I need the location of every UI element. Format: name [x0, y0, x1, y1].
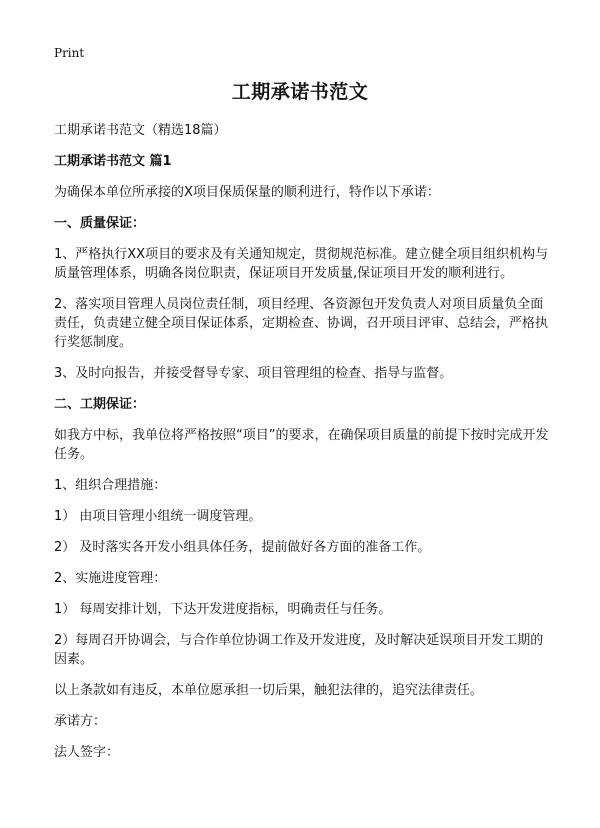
intro-paragraph: 为确保本单位所承接的X项目保质保量的顺利进行，特作以下承诺：	[54, 185, 440, 200]
progress-item-2: 2）每周召开协调会，与合作单位协调工作及开发进度，及时解决延误项目开发工期的因素。	[54, 633, 544, 667]
quality-item-1: 1、严格执行XX项目的要求及有关通知规定，贯彻规范标准。建立健全项目组织机构与质量管理体系，明确各岗位职责，保证项目开发质量,保证项目开发的顺利进行。	[54, 247, 549, 281]
progress-item-1: 1） 每周安排计划，下达开发进度指标，明确责任与任务。	[54, 602, 392, 617]
quality-heading: 一、质量保证：	[54, 216, 146, 231]
organization-item-2: 2） 及时落实各开发小组具体任务，提前做好各方面的准备工作。	[54, 540, 431, 555]
organization-item-1: 1） 由项目管理小组统一调度管理。	[54, 509, 262, 524]
progress-heading: 2、实施进度管理：	[54, 571, 167, 586]
document-body	[54, 121, 554, 774]
section-heading: 工期承诺书范文 篇1	[54, 154, 172, 169]
organization-heading: 1、组织合理措施：	[54, 478, 167, 493]
print-link[interactable]: Print	[54, 46, 85, 60]
page-title: 工期承诺书范文	[231, 81, 369, 103]
legal-signature-label: 法人签字：	[54, 745, 120, 760]
schedule-heading: 二、工期保证：	[54, 397, 146, 412]
liability-statement: 以上条款如有违反，本单位愿承担一切后果，触犯法律的，追究法律责任。	[54, 683, 484, 698]
quality-item-2: 2、落实项目管理人员岗位责任制，项目经理、各资源包开发负责人对项目质量负全面责任，负责建立健全项目保证体系，定期检查、协调，召开项目评审、总结会，严格执行奖惩制度。	[54, 297, 549, 350]
document-subtitle: 工期承诺书范文（精选18篇）	[54, 123, 227, 138]
schedule-intro: 如我方中标，我单位将严格按照“项目”的要求，在确保项目质量的前提下按时完成开发任务。	[54, 428, 549, 462]
quality-item-3: 3、及时向报告，并接受督导专家、项目管理组的检查、指导与监督。	[54, 366, 453, 381]
promisor-label: 承诺方：	[54, 714, 107, 729]
